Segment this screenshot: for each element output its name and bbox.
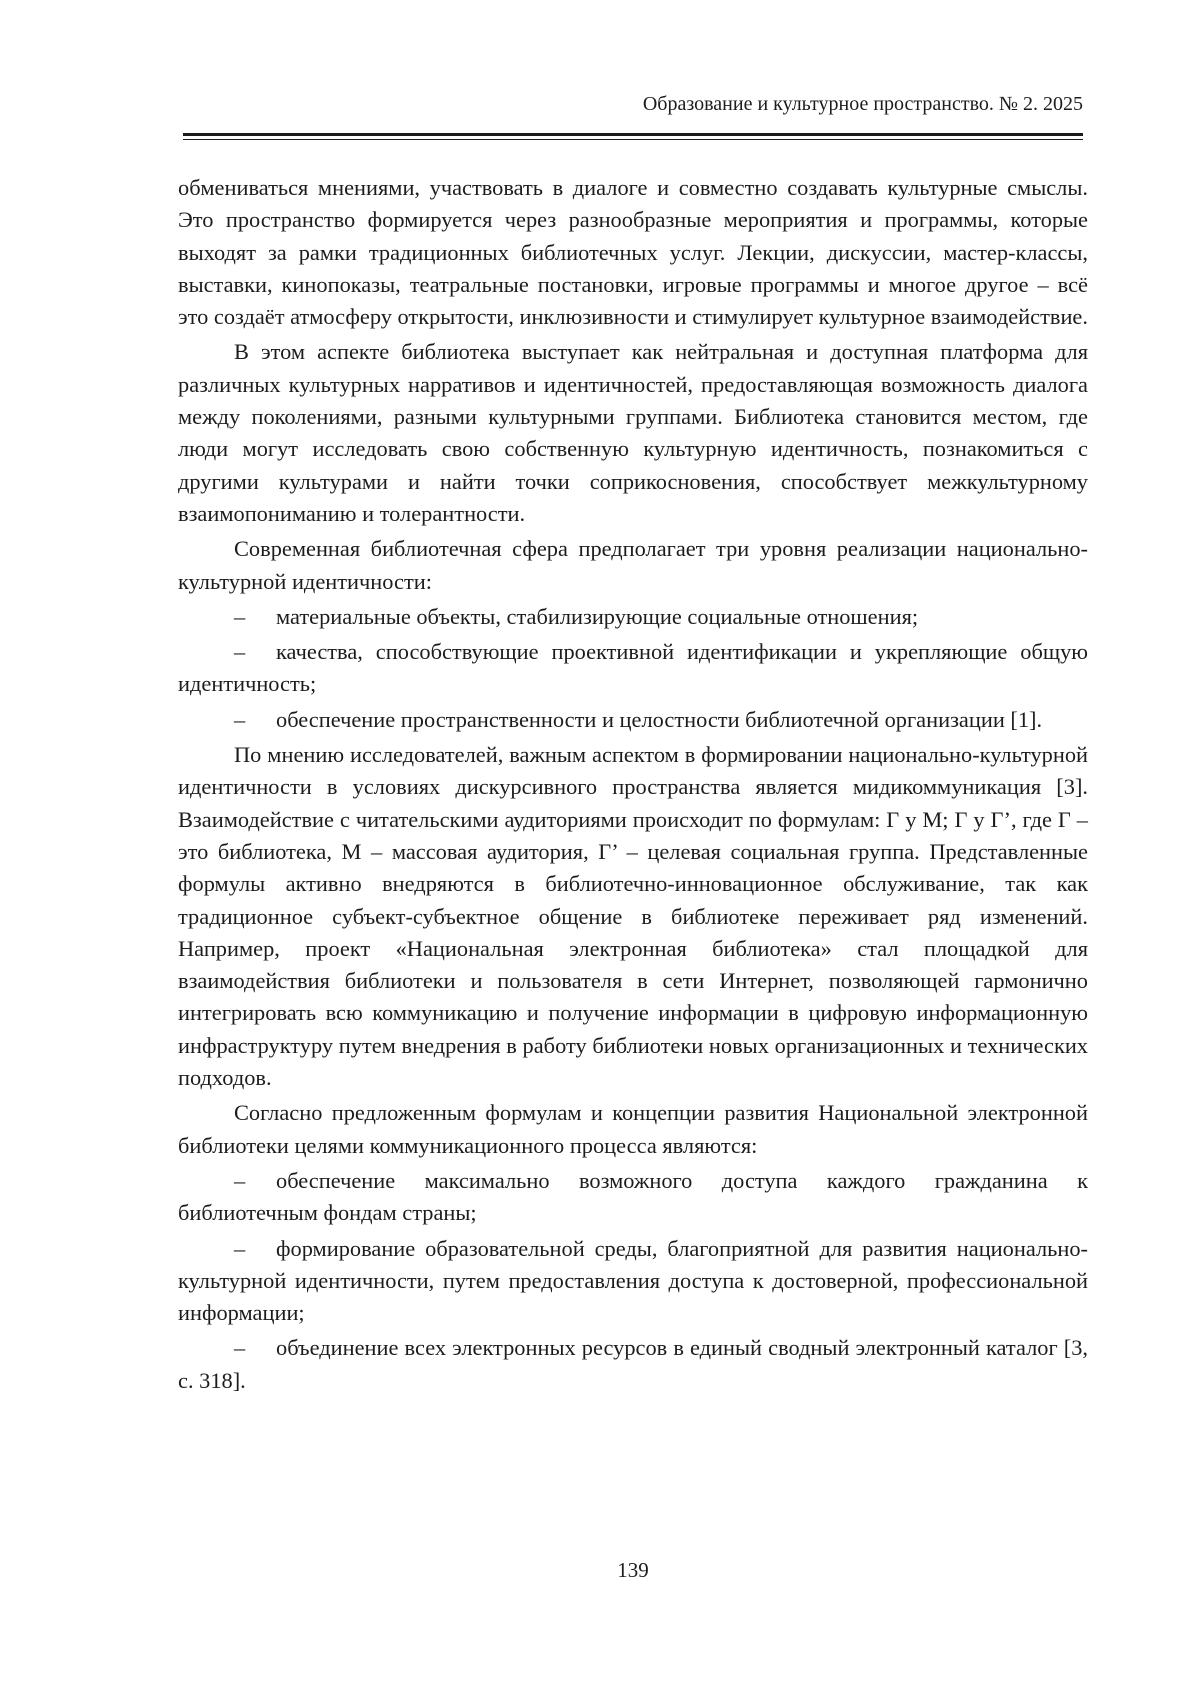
list-dash: – <box>234 1167 246 1193</box>
list-item <box>178 704 1088 736</box>
list-dash: – <box>234 603 246 629</box>
running-header: Образование и культурное пространство. № 2. 2025 <box>642 93 1083 115</box>
header-rule-thick <box>183 133 1083 136</box>
paragraph: По мнению исследователей, важным аспектом в формировании национально-культурной идентичности в условиях дискурсивного пространства является мидикоммуникация [3]. Взаимодействие с читательскими аудиториями происходит по формулам: Г у М; Г у Г’, где Г – это библиотека, М – массовая аудитория, Г’ – целевая социальная группа. Представленные формулы активно внедряются в библиотечно-инновационное обслуживание, так как традиционное субъект-субъектное общение в библиотеке переживает ряд изменений. Например, проект «Национальная электронная библиотека» стал площадкой для взаимодействия библиотеки и пользователя в сети Интернет, позволяющей гармонично интегрировать всю коммуникацию и получение информации в цифровую информационную инфраструктуру путем внедрения в работу библиотеки новых организационных и технических подходов. <box>178 742 1088 1091</box>
list-item-text: качества, способствующие проективной идентификации и укрепляющие общую идентичность; <box>178 639 1088 697</box>
list-item <box>178 636 1088 701</box>
list-item-text: материальные объекты, стабилизирующие социальные отношения; <box>276 603 919 629</box>
list-item-text: обеспечение пространственности и целостности библиотечной организации [1]. <box>276 706 1043 732</box>
list-item-text: объединение всех электронных ресурсов в единый сводный электронный каталог [3, с. 318]. <box>178 1335 1088 1393</box>
list-dash: – <box>234 1235 246 1261</box>
list-dash: – <box>234 639 246 665</box>
header-rule-thin <box>183 139 1083 140</box>
list-dash: – <box>234 706 246 732</box>
paragraph: Современная библиотечная сфера предполагает три уровня реализации национально-культурной идентичности: <box>178 536 1088 594</box>
article-body <box>178 172 1088 1400</box>
paragraph: В этом аспекте библиотека выступает как нейтральная и доступная платформа для различных культурных нарративов и идентичностей, предоставляющая возможность диалога между поколениями, разными культурными группами. Библиотека становится местом, где люди могут исследовать свою собственную культурную идентичность, познакомиться с другими культурами и найти точки соприкосновения, способствует межкультурному взаимопониманию и толерантности. <box>178 339 1088 526</box>
list-item-text: формирование образовательной среды, благоприятной для развития национально-культурной идентичности, путем предоставления доступа к достоверной, профессиональной информации; <box>178 1235 1088 1326</box>
list-item <box>178 1165 1088 1230</box>
list-dash: – <box>234 1335 246 1361</box>
list-item <box>178 1233 1088 1330</box>
page-number: 139 <box>617 1558 649 1582</box>
list-item-text: обеспечение максимально возможного доступа каждого гражданина к библиотечным фондам страны; <box>178 1167 1088 1226</box>
paragraph: Согласно предложенным формулам и концепции развития Национальной электронной библиотеки целями коммуникационного процесса являются: <box>178 1100 1088 1158</box>
paragraph-continuation: обмениваться мнениями, участвовать в диалоге и совместно создавать культурные смыслы. Это пространство формируется через разнообразные мероприятия и программы, которые выходят за рамки традиционных библиотечных услуг. Лекции, дискуссии, мастер-классы, выставки, кинопоказы, театральные постановки, игровые программы и многое другое – всё это создаёт атмосферу открытости, инклюзивности и стимулирует культурное взаимодействие. <box>178 175 1088 330</box>
list-item <box>178 1332 1088 1397</box>
list-item <box>178 601 1088 633</box>
